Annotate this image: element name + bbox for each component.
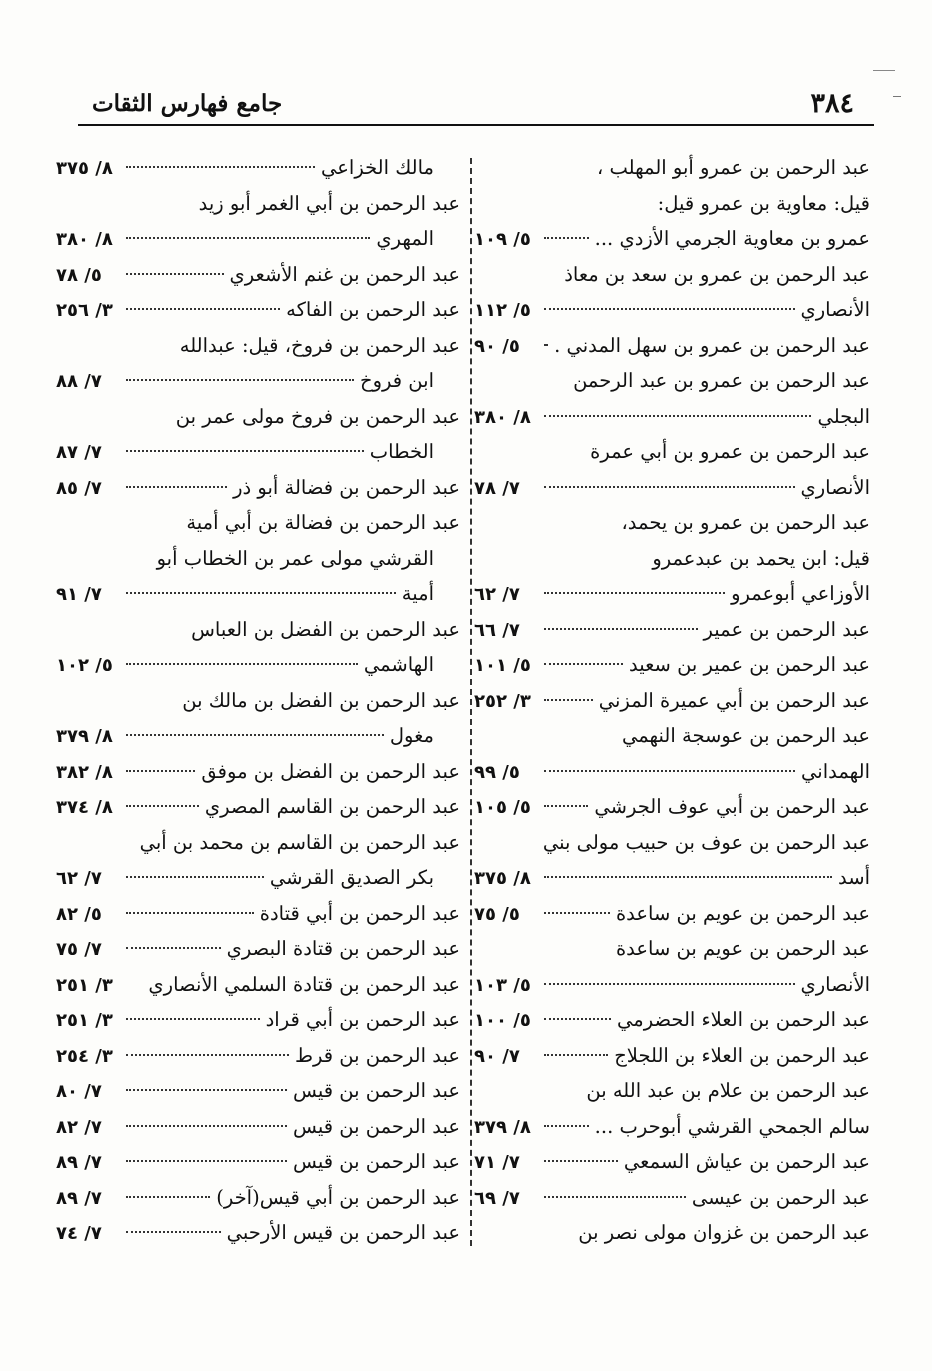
volume-page-ref: ٧/ ٦٦ <box>474 619 520 641</box>
volume-page-ref: ٣/ ٢٥١ <box>56 974 113 996</box>
entry-name: عبد الرحمن بن أبي قتادة <box>259 901 460 925</box>
entry-name: عبد الرحمن بن عويم بن ساعدة <box>615 901 870 925</box>
index-entry <box>56 754 460 790</box>
entry-name: عبد الرحمن بن أبي قراد <box>265 1008 460 1031</box>
dot-leader <box>544 628 698 630</box>
entry-name: المهري <box>376 227 434 250</box>
index-entry <box>470 825 870 861</box>
dot-leader <box>544 1196 686 1198</box>
margin-mark <box>893 96 901 97</box>
dot-leader <box>544 237 589 239</box>
entry-name: عبد الرحمن بن العلاء بن اللجلاج <box>614 1043 870 1067</box>
index-entry <box>56 860 460 896</box>
dot-leader <box>126 770 195 772</box>
dot-leader <box>544 344 548 346</box>
index-entry <box>56 1002 460 1038</box>
dot-leader <box>126 486 227 488</box>
dot-leader <box>544 308 795 310</box>
entry-name: قيل: ابن يحمد بن عبدعمرو <box>652 546 870 570</box>
index-entry <box>470 576 870 612</box>
entry-name: عبد الرحمن بن عوف بن حبيب مولى بني <box>542 830 870 854</box>
dot-leader <box>544 1125 589 1127</box>
entry-name: الهمداني <box>801 759 870 783</box>
index-entry <box>56 931 460 967</box>
entry-name: عبد الرحمن بن أبي الغمر أبو زيد <box>198 191 460 215</box>
entry-name: عبد الرحمن بن قتادة البصري <box>226 937 460 960</box>
entry-name: عبد الرحمن بن أبي قيس(آخر) <box>216 1185 460 1209</box>
index-entry <box>470 754 870 790</box>
index-entry <box>56 896 460 932</box>
volume-page-ref: ٨/ ٣٧٤ <box>56 797 113 818</box>
volume-page-ref: ٨/ ٣٧٥ <box>474 868 531 889</box>
index-entry <box>56 399 460 435</box>
right-column <box>470 150 870 1251</box>
entry-name: البجلي <box>817 404 870 428</box>
dot-leader <box>544 876 832 878</box>
dot-leader <box>126 308 280 310</box>
volume-page-ref: ٧/ ٧٨ <box>474 477 520 499</box>
index-entry <box>56 505 460 541</box>
volume-page-ref: ٥/ ٩٩ <box>474 761 520 783</box>
index-entry <box>470 363 870 399</box>
index-entry <box>56 1215 460 1251</box>
index-entry <box>470 541 870 577</box>
index-entry <box>56 647 460 683</box>
index-entry <box>56 683 460 719</box>
volume-page-ref: ٧/ ٦٢ <box>474 584 520 605</box>
entry-name: الهاشمي <box>363 653 434 676</box>
entry-name: عبد الرحمن بن غنم الأشعري <box>229 262 460 286</box>
index-entry <box>56 718 460 754</box>
dot-leader <box>544 663 623 665</box>
entry-name: عبد الرحمن بن القاسم بن محمد بن أبي <box>139 830 460 854</box>
entry-name: عبد الرحمن بن عمرو أبو المهلب ، <box>596 156 870 179</box>
entry-name: عبد الرحمن بن عيسى <box>691 1185 870 1209</box>
entry-name: الأنصاري <box>800 298 870 321</box>
left-column <box>56 150 460 1251</box>
volume-page-ref: ٧/ ٦٢ <box>56 868 102 889</box>
entry-name: عبد الرحمن بن قيس الأرحبي <box>226 1221 460 1244</box>
volume-page-ref: ٨/ ٣٧٥ <box>56 158 113 179</box>
entry-name: عبد الرحمن بن أبي عميرة المزني <box>598 688 870 712</box>
index-entry <box>56 576 460 612</box>
index-entry <box>56 1073 460 1109</box>
volume-page-ref: ٣/ ٢٥١ <box>56 1010 113 1031</box>
entry-name: عبد الرحمن بن قيس <box>293 1150 460 1173</box>
index-entry <box>56 434 460 470</box>
volume-page-ref: ٥/ ١١٢ <box>474 300 531 321</box>
volume-page-ref: ٥/ ٨٢ <box>56 903 102 925</box>
entry-name: عبد الرحمن بن أبي عوف الجرشي <box>594 795 870 818</box>
entry-name: عبد الرحمن بن قيس <box>293 1114 460 1138</box>
entry-name: عبد الرحمن بن عمرو بن يحمد، <box>621 511 870 534</box>
index-entry <box>56 825 460 861</box>
dot-leader <box>544 983 795 985</box>
dot-leader <box>126 379 354 381</box>
volume-page-ref: ٥/ ١٠٣ <box>474 974 531 996</box>
volume-page-ref: ٧/ ٨٠ <box>56 1081 102 1102</box>
page-number: ٣٨٤ <box>810 88 854 119</box>
index-entry <box>470 399 870 435</box>
volume-page-ref: ٥/ ٩٠ <box>474 335 520 357</box>
index-entry <box>470 789 870 825</box>
dot-leader <box>126 1018 260 1020</box>
volume-page-ref: ٧/ ٩٠ <box>474 1045 520 1067</box>
volume-page-ref: ٨/ ٣٨٠ <box>56 229 113 250</box>
dot-leader <box>126 1160 287 1162</box>
volume-page-ref: ٧/ ٨٩ <box>56 1187 102 1209</box>
entry-name: مالك الخزاعي <box>321 156 434 179</box>
volume-page-ref: ٧/ ٨٥ <box>56 477 102 499</box>
dot-leader <box>126 912 254 914</box>
dot-leader <box>126 947 221 949</box>
volume-page-ref: ٨/ ٣٧٩ <box>474 1116 531 1138</box>
dot-leader <box>126 450 364 452</box>
volume-page-ref: ٧/ ٩١ <box>56 584 102 605</box>
entry-name: عبد الرحمن بن الفضل بن العباس <box>191 617 460 641</box>
dot-leader <box>544 1018 611 1020</box>
index-entry <box>56 1109 460 1145</box>
entry-name: عبد الرحمن بن عمرو بن أبي عمرة <box>590 440 870 463</box>
entry-name: عبد الرحمن بن قرط <box>294 1043 460 1067</box>
dot-leader <box>544 1054 608 1056</box>
volume-page-ref: ٥/ ٧٨ <box>56 264 102 286</box>
index-entry <box>470 683 870 719</box>
dot-leader <box>544 912 610 914</box>
volume-page-ref: ٥/ ١٠٥ <box>474 797 531 818</box>
volume-page-ref: ٧/ ٧١ <box>474 1152 520 1173</box>
dot-leader <box>544 486 795 488</box>
volume-page-ref: ٧/ ٧٥ <box>56 939 102 960</box>
entry-name: قيل: معاوية بن عمرو قيل: <box>657 191 870 215</box>
index-entry <box>470 1144 870 1180</box>
dot-leader <box>126 273 224 275</box>
entry-name: عبد الرحمن بن الفاكه <box>286 298 460 321</box>
index-entry <box>56 150 460 186</box>
entry-name: عبد الرحمن بن قيس <box>293 1079 460 1102</box>
dot-leader <box>544 1160 618 1162</box>
entry-name: الأنصاري <box>800 475 870 499</box>
volume-page-ref: ٧/ ٨٨ <box>56 371 102 392</box>
index-entry <box>470 221 870 257</box>
index-entry <box>56 1180 460 1216</box>
entry-name: الأنصاري <box>800 972 870 996</box>
index-entry <box>470 931 870 967</box>
volume-page-ref: ٧/ ٨٩ <box>56 1152 102 1173</box>
index-entry <box>470 896 870 932</box>
header-rule <box>78 124 874 126</box>
index-entry <box>470 434 870 470</box>
entry-name: عبد الرحمن بن غزوان مولى نصر بن <box>578 1221 870 1244</box>
volume-page-ref: ٥/ ١٠٢ <box>56 655 113 676</box>
entry-name: عبد الرحمن بن عوسجة النهمي <box>622 724 870 747</box>
index-entry <box>470 647 870 683</box>
index-entry <box>56 292 460 328</box>
entry-name: سالم الجمحي القرشي أبوحرب ... <box>594 1114 870 1138</box>
index-entry <box>470 1109 870 1145</box>
dot-leader <box>126 1231 221 1233</box>
volume-page-ref: ٧/ ٧٤ <box>56 1223 102 1244</box>
index-entry <box>470 505 870 541</box>
index-entry <box>470 328 870 364</box>
entry-name: مغول <box>389 724 434 747</box>
index-entry <box>56 967 460 1003</box>
volume-page-ref: ٧/ ٨٧ <box>56 442 102 463</box>
index-entry <box>470 1180 870 1216</box>
entry-name: عبد الرحمن بن فروخ مولى عمر بن <box>175 404 460 428</box>
dot-leader <box>126 1054 289 1056</box>
index-entry <box>56 470 460 506</box>
volume-page-ref: ٥/ ١٠١ <box>474 655 531 676</box>
index-entry <box>470 470 870 506</box>
index-entry <box>470 257 870 293</box>
dot-leader <box>126 166 315 168</box>
index-entry <box>56 612 460 648</box>
volume-page-ref: ٨/ ٣٨٢ <box>56 761 113 783</box>
index-entry <box>56 1144 460 1180</box>
entry-name: عبد الرحمن بن عياش السمعي <box>623 1150 870 1173</box>
volume-page-ref: ٥/ ١٠٩ <box>474 229 531 250</box>
index-entry <box>470 612 870 648</box>
dot-leader <box>544 592 725 594</box>
index-entry <box>56 186 460 222</box>
index-entry <box>470 860 870 896</box>
entry-name: عبد الرحمن بن القاسم المصري <box>204 795 460 818</box>
entry-name: عبد الرحمن بن عمرو بن عبد الرحمن <box>573 369 870 392</box>
index-entry <box>470 1038 870 1074</box>
index-entry <box>470 1215 870 1251</box>
dot-leader <box>544 415 811 417</box>
entry-name: عبد الرحمن بن عمير <box>703 617 870 641</box>
dot-leader <box>544 770 795 772</box>
index-entry <box>470 1002 870 1038</box>
index-entry <box>56 1038 460 1074</box>
volume-page-ref: ٨/ ٣٨٠ <box>474 406 531 428</box>
entry-name: الخطاب <box>369 440 434 463</box>
entry-name: القرشي مولى عمر بن الخطاب أبو <box>156 546 434 570</box>
page-header <box>78 88 874 122</box>
index-entry <box>470 292 870 328</box>
dot-leader <box>126 1125 287 1127</box>
entry-name: عبد الرحمن بن علام بن عبد الله بن <box>586 1079 870 1102</box>
entry-name: عبد الرحمن بن عمرو بن سهل المدني . <box>554 333 870 357</box>
index-entry <box>470 718 870 754</box>
volume-page-ref: ٣/ ٢٥٢ <box>474 690 531 712</box>
entry-name: الأوزاعي أبوعمرو <box>731 582 870 605</box>
index-entry <box>56 789 460 825</box>
entry-name: عبد الرحمن بن فضالة أبو ذر <box>233 475 460 499</box>
dot-leader <box>126 663 358 665</box>
volume-page-ref: ٨/ ٣٧٩ <box>56 726 113 747</box>
entry-name: عبد الرحمن بن فضالة بن أبي أمية <box>186 511 460 534</box>
entry-name: عبد الرحمن بن الفضل بن موفق <box>201 759 460 783</box>
volume-page-ref: ٧/ ٦٩ <box>474 1187 520 1209</box>
entry-name: عبد الرحمن بن عمير بن سعيد <box>629 653 870 676</box>
entry-name: عبد الرحمن بن الفضل بن مالك بن <box>182 688 460 712</box>
entry-name: عمرو بن معاوية الجرمي الأزدي ... <box>594 227 870 250</box>
entry-name: أسد <box>838 866 870 889</box>
dot-leader <box>544 699 593 701</box>
entry-name: عبد الرحمن بن فروخ، قيل: عبدالله <box>179 333 460 357</box>
index-entry <box>470 150 870 186</box>
entry-name: أمية <box>401 582 434 605</box>
top-margin-dash <box>873 70 895 71</box>
dot-leader <box>126 1089 287 1091</box>
dot-leader <box>126 876 264 878</box>
dot-leader <box>126 805 199 807</box>
volume-page-ref: ٣/ ٢٥٤ <box>56 1045 113 1067</box>
entry-name: بكر الصديق القرشي <box>269 866 434 889</box>
index-entry <box>470 967 870 1003</box>
volume-page-ref: ٥/ ٧٥ <box>474 903 520 925</box>
dot-leader <box>126 237 370 239</box>
entry-name: عبد الرحمن بن عويم بن ساعدة <box>615 937 870 960</box>
dot-leader <box>544 805 588 807</box>
index-entry <box>56 221 460 257</box>
dot-leader <box>126 1196 210 1198</box>
index-entry <box>56 363 460 399</box>
entry-name: عبد الرحمن بن قتادة السلمي الأنصاري <box>148 972 460 996</box>
entry-name: عبد الرحمن بن عمرو بن سعد بن معاذ <box>564 262 870 286</box>
volume-page-ref: ٥/ ١٠٠ <box>474 1010 531 1031</box>
dot-leader <box>126 592 396 594</box>
index-entry <box>470 186 870 222</box>
volume-page-ref: ٧/ ٨٢ <box>56 1116 102 1138</box>
index-entry <box>56 328 460 364</box>
index-entry <box>470 1073 870 1109</box>
entry-name: ابن فروخ <box>360 369 434 392</box>
index-entry <box>56 541 460 577</box>
entry-name: عبد الرحمن بن العلاء الحضرمي <box>617 1008 870 1031</box>
dot-leader <box>126 734 384 736</box>
index-entry <box>56 257 460 293</box>
running-title: جامع فهارس الثقات <box>92 90 283 117</box>
volume-page-ref: ٣/ ٢٥٦ <box>56 300 113 321</box>
